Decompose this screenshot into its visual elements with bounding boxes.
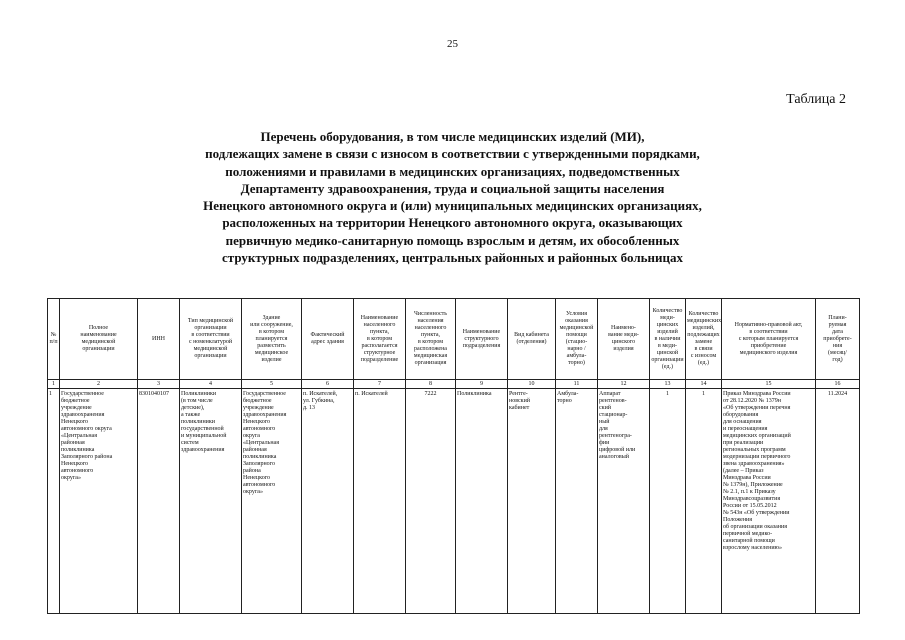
- header-cell: Вид кабинета (отделения): [508, 299, 556, 380]
- header-cell: Наименование населенного пункта, в котором располагается структурное подразделение: [354, 299, 406, 380]
- column-number: 11: [556, 380, 598, 389]
- column-number: 2: [60, 380, 138, 389]
- device-name-cell: Аппарат рентгенов- ский стационар- ный для рентгеногра- фии цифровой или аналоговый: [598, 389, 650, 614]
- row-number-cell: 1: [48, 389, 60, 614]
- building-cell: Государственное бюджетное учреждение здравоохранения Ненецкого автономного округа «Центральная районная поликлиника Заполярного района Ненецкого автономного округа»: [242, 389, 302, 614]
- header-cell: ИНН: [138, 299, 180, 380]
- column-number: 10: [508, 380, 556, 389]
- table-label: Таблица 2: [786, 92, 846, 107]
- inn-cell: 8301040107: [138, 389, 180, 614]
- devices-available-cell: 1: [650, 389, 686, 614]
- population-cell: 7222: [406, 389, 456, 614]
- column-number: 13: [650, 380, 686, 389]
- document-title: [120, 128, 785, 266]
- header-cell: Количество медицинских изделий, подлежащих замене в связи с износом (ед.): [686, 299, 722, 380]
- title-line: Ненецкого автономного округа и (или) муниципальных медицинских организациях,: [203, 198, 702, 214]
- column-number: 5: [242, 380, 302, 389]
- header-cell: Плани- руемая дата приобрете- ния (месяц/ год): [816, 299, 860, 380]
- cabinet-type-cell: Рентге- новский кабинет: [508, 389, 556, 614]
- column-number: 12: [598, 380, 650, 389]
- header-cell: Условия оказания медицинской помощи (стацио- нарно / амбула- торно): [556, 299, 598, 380]
- address-cell: п. Искателей, ул. Губкина, д. 13: [302, 389, 354, 614]
- header-cell: Здание или сооружение, в котором планируется разместить медицинское изделие: [242, 299, 302, 380]
- legal-act-cell: Приказ Минздрава России от 28.12.2020 № 1379н «Об утверждении перечня оборудования для оснащения и переоснащения медицинских организаций при реализации региональных программ модернизации первичного звена здравоохранения» (далее – Приказ Минздрава России № 1379н), Приложение № 2.1, п.1 к Приказу Минздравсоцразвития России от 15.05.2012 № 543н «Об утверждении Положения об организации оказания первичной медико- санитарной помощи взрослому населению»: [722, 389, 816, 614]
- header-cell: Количество меди- цинских изделий в наличии в меди- цинской организации (ед.): [650, 299, 686, 380]
- column-number: 3: [138, 380, 180, 389]
- equipment-table: [47, 298, 860, 614]
- column-number: 1: [48, 380, 60, 389]
- title-line: Департаменту здравоохранения, труда и социальной защиты населения: [240, 180, 665, 196]
- column-number: 14: [686, 380, 722, 389]
- page-number: 25: [447, 38, 458, 50]
- column-number-row: [48, 380, 860, 389]
- care-conditions-cell: Амбула- торно: [556, 389, 598, 614]
- title-line: подлежащих замене в связи с износом в соответствии с утвержденными порядками,: [205, 146, 700, 162]
- settlement-cell: п. Искателей: [354, 389, 406, 614]
- title-line: структурных подразделениях, центральных районных и районных больницах: [222, 250, 683, 266]
- column-number: 6: [302, 380, 354, 389]
- column-number: 4: [180, 380, 242, 389]
- devices-to-replace-cell: 1: [686, 389, 722, 614]
- title-line: первичную медико-санитарную помощь взрослым и детям, их обособленных: [225, 232, 680, 248]
- column-number: 8: [406, 380, 456, 389]
- title-line: положениями и правилами в медицинских организациях, подведомственных: [225, 163, 680, 179]
- column-number: 16: [816, 380, 860, 389]
- title-line: Перечень оборудования, в том числе медицинских изделий (МИ),: [260, 129, 645, 144]
- table-row: [48, 389, 860, 614]
- organization-name-cell: Государственное бюджетное учреждение здравоохранения Ненецкого автономного округа «Центральная районная поликлиника Заполярного района Ненецкого автономного округа»: [60, 389, 138, 614]
- header-cell: Нормативно-правовой акт, в соответствии с которым планируется приобретение медицинского изделия: [722, 299, 816, 380]
- header-cell: № п/п: [48, 299, 60, 380]
- header-cell: Наимено- вание меди- цинского изделия: [598, 299, 650, 380]
- column-number: 7: [354, 380, 406, 389]
- subdivision-cell: Поликлиника: [456, 389, 508, 614]
- planned-date-cell: 11.2024: [816, 389, 860, 614]
- header-cell: Фактический адрес здания: [302, 299, 354, 380]
- header-cell: Численность населения населенного пункта, в котором расположена медицинская организация: [406, 299, 456, 380]
- header-cell: Полное наименование медицинской организации: [60, 299, 138, 380]
- header-row: [48, 299, 860, 380]
- organization-type-cell: Поликлиники (в том числе детские), а также поликлиники государственной и муниципальной систем здравоохранения: [180, 389, 242, 614]
- column-number: 15: [722, 380, 816, 389]
- header-cell: Тип медицинской организации в соответствии с номенклатурой медицинской организации: [180, 299, 242, 380]
- title-line: расположенных на территории Ненецкого автономного округа, оказывающих: [222, 215, 683, 231]
- column-number: 9: [456, 380, 508, 389]
- header-cell: Наименование структурного подразделения: [456, 299, 508, 380]
